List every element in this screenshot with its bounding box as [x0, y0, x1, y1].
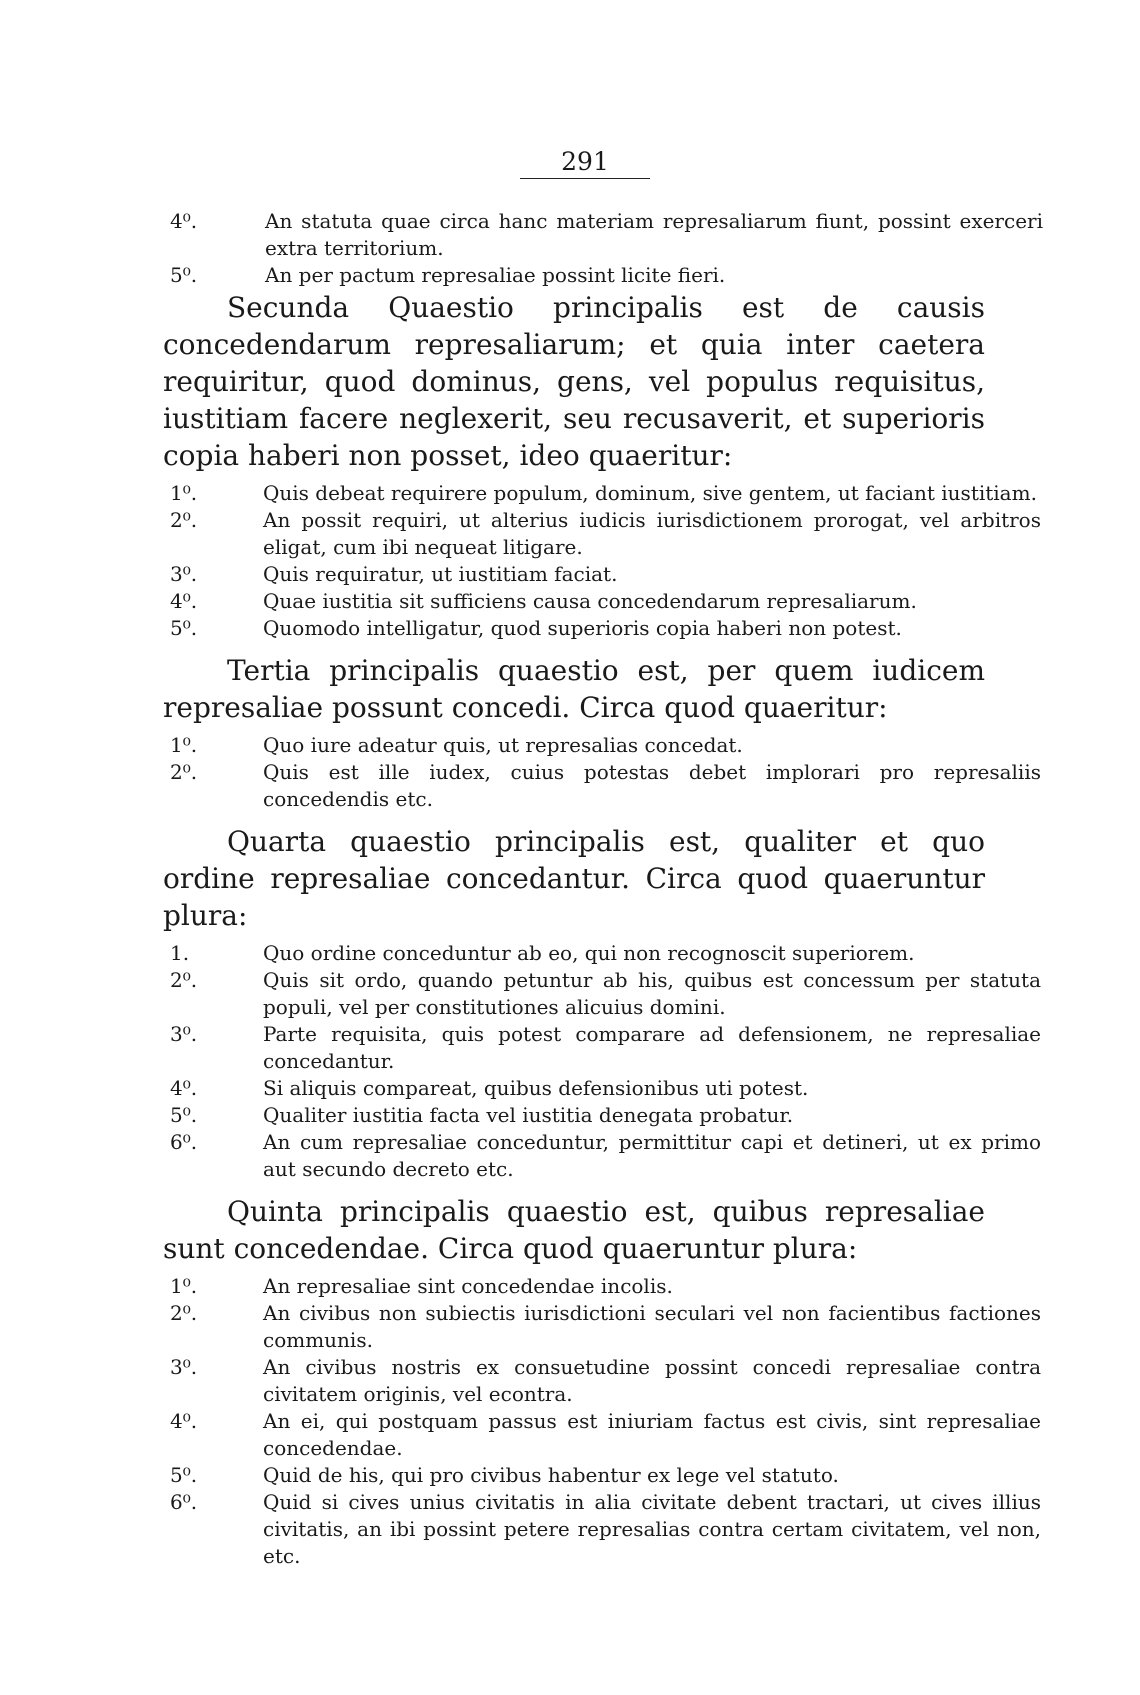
item-text: Quo iure adeatur quis, ut represalias concedat. [263, 733, 743, 757]
list-item [115, 732, 1041, 759]
list-item [115, 615, 1041, 642]
item-text: Quid de his, qui pro civibus habentur ex lege vel statuto. [263, 1463, 839, 1487]
item-number: 4⁰. [170, 1409, 198, 1433]
item-number: 1⁰. [170, 1274, 198, 1298]
item-number: 1. [170, 941, 190, 965]
paragraph-secunda: Secunda Quaestio principalis est de causis concedendarum represaliarum; et quia inter caetera requiritur, quod dominus, gens, vel populus requisitus, iustitiam facere neglexerit, seu recusaverit, et superioris copia haberi non posset, ideo quaeritur: [163, 291, 985, 472]
item-text: An possit requiri, ut alterius iudicis iurisdictionem prorogat, vel arbitros eligat, cum ibi nequeat litigare. [263, 508, 1041, 559]
list-questions-secunda [163, 480, 1041, 642]
list-item [115, 1489, 1041, 1570]
item-number: 5⁰. [170, 263, 198, 287]
item-number: 6⁰. [170, 1490, 198, 1514]
item-text: Quid si cives unius civitatis in alia civitate debent tractari, ut cives illius civitatis, an ibi possint petere represalias contra certam civitatem, vel non, etc. [263, 1490, 1041, 1568]
item-text: Si aliquis compareat, quibus defensionibus uti potest. [263, 1076, 809, 1100]
item-text: Quis sit ordo, quando petuntur ab his, quibus est concessum per statuta populi, vel per constitutiones alicuius domini. [263, 968, 1041, 1019]
item-number: 3⁰. [170, 1022, 198, 1046]
list-questions-tertia [163, 732, 1041, 813]
list-item [115, 1462, 1041, 1489]
item-text: An civibus nostris ex consuetudine possint concedi represaliae contra civitatem originis, vel econtra. [263, 1355, 1041, 1406]
item-number: 5⁰. [170, 1463, 198, 1487]
item-text: An represaliae sint concedendae incolis. [263, 1274, 673, 1298]
item-text: Quo ordine conceduntur ab eo, qui non recognoscit superiorem. [263, 941, 915, 965]
page-body [163, 208, 1043, 1580]
list-item [115, 1354, 1041, 1408]
list-item [115, 1075, 1041, 1102]
item-number: 4⁰. [170, 1076, 198, 1100]
list-item [115, 507, 1041, 561]
list-item [115, 262, 1043, 289]
item-number: 5⁰. [170, 1103, 198, 1127]
item-text: Quis debeat requirere populum, dominum, sive gentem, ut faciant iustitiam. [263, 481, 1037, 505]
paragraph-tertia: Tertia principalis quaestio est, per quem iudicem represaliae possunt concedi. Circa quod quaeritur: [163, 654, 985, 724]
list-questions-quarta [163, 940, 1041, 1183]
list-item [115, 208, 1043, 262]
list-item [115, 1300, 1041, 1354]
item-number: 1⁰. [170, 481, 198, 505]
item-text: An per pactum represaliae possint licite fieri. [265, 263, 726, 287]
page-number: 291 [520, 147, 650, 179]
item-number: 3⁰. [170, 1355, 198, 1379]
list-item [115, 1273, 1041, 1300]
item-text: Qualiter iustitia facta vel iustitia denegata probatur. [263, 1103, 794, 1127]
item-number: 4⁰. [170, 209, 198, 233]
item-number: 4⁰. [170, 589, 198, 613]
item-number: 2⁰. [170, 968, 198, 992]
item-number: 3⁰. [170, 562, 198, 586]
paragraph-quarta: Quarta quaestio principalis est, qualiter et quo ordine represaliae concedantur. Circa quod quaeruntur plura: [163, 825, 985, 932]
item-text: An ei, qui postquam passus est iniuriam factus est civis, sint represaliae concedendae. [263, 1409, 1041, 1460]
item-text: An cum represaliae conceduntur, permittitur capi et detineri, ut ex primo aut secundo decreto etc. [263, 1130, 1041, 1181]
item-text: An civibus non subiectis iurisdictioni seculari vel non facientibus factiones communis. [263, 1301, 1041, 1352]
list-questions-prima [163, 208, 1043, 289]
list-item [115, 480, 1041, 507]
item-number: 6⁰. [170, 1130, 198, 1154]
list-item [115, 1021, 1041, 1075]
item-text: Quis requiratur, ut iustitiam faciat. [263, 562, 618, 586]
list-item [115, 561, 1041, 588]
item-text: Quomodo intelligatur, quod superioris copia haberi non potest. [263, 616, 902, 640]
list-item [115, 759, 1041, 813]
list-item [115, 940, 1041, 967]
list-item [115, 588, 1041, 615]
item-number: 2⁰. [170, 508, 198, 532]
item-text: Parte requisita, quis potest comparare ad defensionem, ne represaliae concedantur. [263, 1022, 1041, 1073]
item-text: Quae iustitia sit sufficiens causa concedendarum represaliarum. [263, 589, 917, 613]
list-questions-quinta [163, 1273, 1041, 1570]
list-item [115, 967, 1041, 1021]
item-text: An statuta quae circa hanc materiam represaliarum fiunt, possint exerceri extra territorium. [265, 209, 1043, 260]
paragraph-quinta: Quinta principalis quaestio est, quibus represaliae sunt concedendae. Circa quod quaeruntur plura: [163, 1195, 985, 1265]
list-item [115, 1102, 1041, 1129]
list-item [115, 1129, 1041, 1183]
item-text: Quis est ille iudex, cuius potestas debet implorari pro represaliis concedendis etc. [263, 760, 1041, 811]
list-item [115, 1408, 1041, 1462]
item-number: 1⁰. [170, 733, 198, 757]
item-number: 2⁰. [170, 760, 198, 784]
item-number: 5⁰. [170, 616, 198, 640]
item-number: 2⁰. [170, 1301, 198, 1325]
